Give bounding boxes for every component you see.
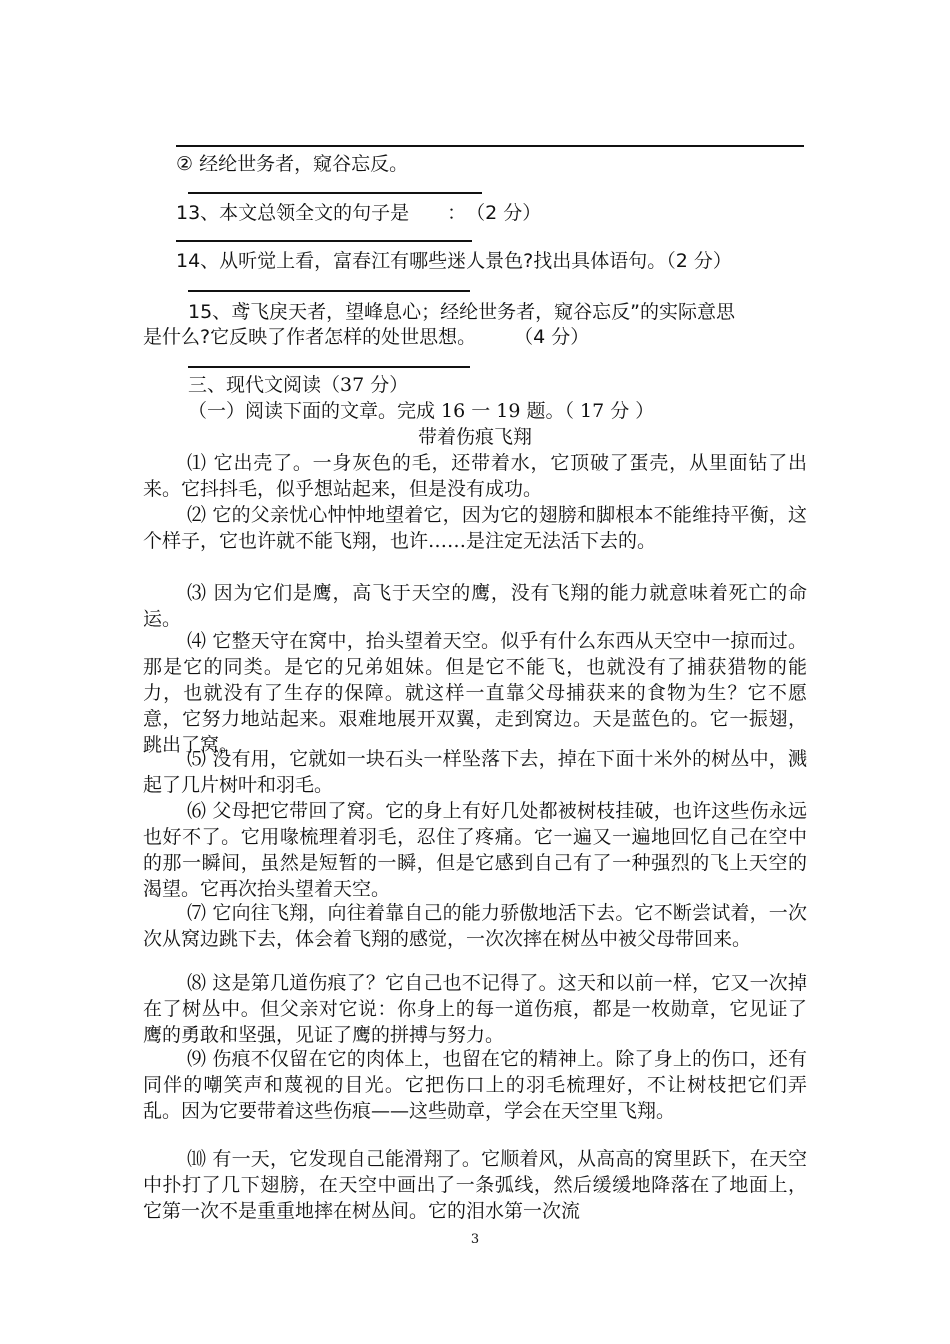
page-number: 3 [470,1232,480,1247]
article-paragraph-4: ⑷ 它整天守在窝中，抬头望着天空。似乎有什么东西从天空中一掠而过。那是它的同类。是它的兄弟姐妹。但是它不能飞，也就没有了捕获猎物的能力，也就没有了生存的保障。就这样一直靠父母捕获来的食物为生？它不愿意，它努力地站起来。艰难地展开双翼，走到窝边。天是蓝色的。它一振翅，跳出了窝。 [143,630,807,756]
section-heading: 三、现代文阅读（37 分） [188,374,409,396]
article-paragraph-5: ⑸ 没有用，它就如一块石头一样坠落下去，掉在下面十米外的树丛中，溅起了几片树叶和羽毛。 [143,748,807,796]
question-15-line-2: 是什么?它反映了作者怎样的处世思想。 （4 分） [143,326,590,348]
answer-line [176,240,472,242]
question-14: 14、从听觉上看，富春江有哪些迷人景色?找出具体语句。（2 分） [176,250,732,272]
article-paragraph-7: ⑺ 它向往飞翔，向往着靠自己的能力骄傲地活下去。它不断尝试着，一次次从窝边跳下去，体会着飞翔的感觉，一次次摔在树丛中被父母带回来。 [143,902,807,950]
article-paragraph-10: ⑽ 有一天，它发现自己能滑翔了。它顺着风，从高高的窝里跃下，在天空中扑打了几下翅膀，在天空中画出了一条弧线，然后缓缓地降落在了地面上，它第一次不是重重地摔在树丛间。它的泪水第一次流 [143,1148,807,1222]
answer-line [188,290,470,292]
article-paragraph-1: ⑴ 它出壳了。一身灰色的毛，还带着水，它顶破了蛋壳，从里面钻了出来。它抖抖毛，似乎想站起来，但是没有成功。 [143,452,807,500]
article-paragraph-6: ⑹ 父母把它带回了窝。它的身上有好几处都被树枝挂破，也许这些伤永远也好不了。它用喙梳理着羽毛，忍住了疼痛。它一遍又一遍地回忆自己在空中的那一瞬间，虽然是短暂的一瞬，但是它感到自己有了一种强烈的飞上天空的渴望。它再次抬头望着天空。 [143,800,807,900]
article-paragraph-3: ⑶ 因为它们是鹰，高飞于天空的鹰，没有飞翔的能力就意味着死亡的命运。 [143,582,807,630]
question-13: 13、本文总领全文的句子是 ： （2 分） [176,202,542,224]
article-paragraph-2: ⑵ 它的父亲忧心忡忡地望着它，因为它的翅膀和脚根本不能维持平衡，这个样子，它也许就不能飞翔，也许……是注定无法活下去的。 [143,504,807,552]
answer-line [176,145,804,147]
question-12-item-2: ② 经纶世务者，窥谷忘反。 [176,153,409,175]
article-title: 带着伤痕飞翔 [417,426,532,448]
question-15-line-1: 15、鸢飞戾天者，望峰息心；经纶世务者，窥谷忘反”的实际意思 [188,301,736,323]
answer-line [188,366,470,368]
article-paragraph-8: ⑻ 这是第几道伤痕了？它自己也不记得了。这天和以前一样，它又一次掉在了树丛中。但父亲对它说：你身上的每一道伤痕，都是一枚勋章，它见证了鹰的勇敢和坚强，见证了鹰的拼搏与努力。 [143,972,807,1046]
article-paragraph-9: ⑼ 伤痕不仅留在它的肉体上，也留在它的精神上。除了身上的伤口，还有同伴的嘲笑声和蔑视的目光。它把伤口上的羽毛梳理好，不让树枝把它们弄乱。因为它要带着这些伤痕——这些勋章，学会在天空里飞翔。 [143,1048,807,1122]
answer-line [188,192,482,194]
section-subheading: （一）阅读下面的文章。完成 16 一 19 题。（ 17 分 ） [188,400,655,422]
